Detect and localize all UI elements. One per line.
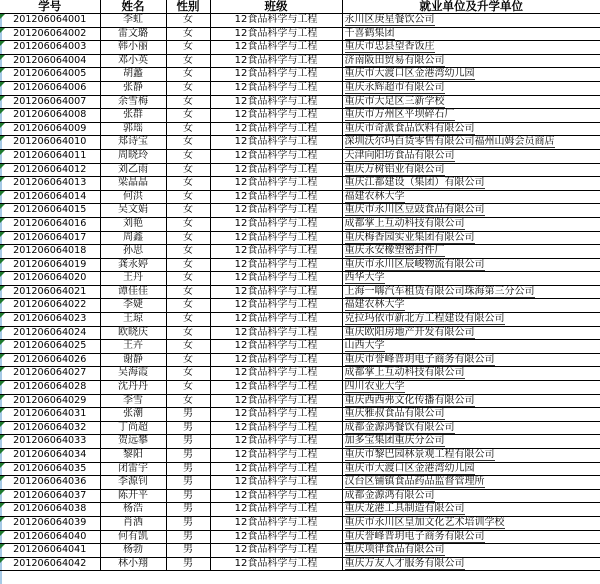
error-indicator-icon	[0, 232, 5, 237]
cell-gender[interactable]: 男	[166, 516, 210, 530]
table-row	[0, 272, 600, 286]
cell-name[interactable]: 沈丹丹	[100, 381, 166, 395]
cell-employer[interactable]: 重庆市大渡口区金港湾幼儿园	[342, 68, 600, 82]
cell-student-id[interactable]: 201206064028	[0, 381, 100, 395]
cell-student-id[interactable]: 201206064036	[0, 476, 100, 490]
cell-gender[interactable]: 女	[166, 231, 210, 245]
table-row	[0, 299, 600, 313]
cell-name[interactable]: 何洪	[100, 190, 166, 204]
cell-gender[interactable]: 女	[166, 299, 210, 313]
cell-class[interactable]: 12食品科学与工程	[210, 340, 342, 354]
cell-class[interactable]: 12食品科学与工程	[210, 41, 342, 55]
cell-gender[interactable]: 女	[166, 109, 210, 123]
cell-student-id[interactable]: 201206064026	[0, 353, 100, 367]
table-row	[0, 190, 600, 204]
cell-class[interactable]: 12食品科学与工程	[210, 530, 342, 544]
cell-student-id[interactable]: 201206064004	[0, 54, 100, 68]
cell-name[interactable]: 刘艳	[100, 217, 166, 231]
cell-name[interactable]: 余雪梅	[100, 95, 166, 109]
cell-class[interactable]: 12食品科学与工程	[210, 81, 342, 95]
cell-employer[interactable]: 重庆江都建设（集团）有限公司	[342, 177, 600, 191]
table-row	[0, 204, 600, 218]
table-row	[0, 285, 600, 299]
cell-name[interactable]: 吴海霞	[100, 367, 166, 381]
cell-name[interactable]: 郑诗宝	[100, 136, 166, 150]
cell-gender[interactable]: 女	[166, 313, 210, 327]
cell-gender[interactable]: 女	[166, 217, 210, 231]
error-indicator-icon	[0, 422, 5, 427]
table-row	[0, 149, 600, 163]
cell-name[interactable]: 谢静	[100, 353, 166, 367]
cell-student-id[interactable]: 201206064025	[0, 340, 100, 354]
cell-class[interactable]: 12食品科学与工程	[210, 394, 342, 408]
cell-employer[interactable]: 重庆市永川区皇加文化艺术培训学校	[342, 516, 600, 530]
cell-gender[interactable]: 女	[166, 326, 210, 340]
header-row	[0, 0, 600, 14]
cell-gender[interactable]: 女	[166, 81, 210, 95]
cell-class[interactable]: 12食品科学与工程	[210, 14, 342, 28]
table-row	[0, 231, 600, 245]
cell-student-id[interactable]: 201206064007	[0, 95, 100, 109]
cell-class[interactable]: 12食品科学与工程	[210, 313, 342, 327]
error-indicator-icon	[0, 340, 5, 345]
cell-name[interactable]: 王琼	[100, 313, 166, 327]
cell-student-id[interactable]: 201206064011	[0, 149, 100, 163]
cell-class[interactable]: 12食品科学与工程	[210, 381, 342, 395]
cell-student-id[interactable]: 201206064017	[0, 231, 100, 245]
cell-employer[interactable]: 重庆市大足区三新学校	[342, 95, 600, 109]
cell-gender[interactable]: 女	[166, 204, 210, 218]
cell-gender[interactable]: 女	[166, 163, 210, 177]
cell-class[interactable]: 12食品科学与工程	[210, 462, 342, 476]
error-indicator-icon	[0, 177, 5, 182]
cell-student-id[interactable]: 201206064031	[0, 408, 100, 422]
cell-employer[interactable]: 上海一嗨汽车租赁有限公司珠海第三分公司	[342, 285, 600, 299]
cell-name[interactable]: 黎阳	[100, 449, 166, 463]
cell-student-id[interactable]: 201206064037	[0, 489, 100, 503]
error-indicator-icon	[0, 381, 5, 386]
table-row	[0, 258, 600, 272]
cell-student-id[interactable]: 201206064018	[0, 245, 100, 259]
cell-student-id[interactable]: 201206064019	[0, 258, 100, 272]
cell-class[interactable]: 12食品科学与工程	[210, 190, 342, 204]
cell-student-id[interactable]: 201206064003	[0, 41, 100, 55]
cell-name[interactable]: 李婕	[100, 299, 166, 313]
cell-name[interactable]: 张潮	[100, 408, 166, 422]
cell-employer[interactable]: 千喜鹤集团	[342, 27, 600, 41]
table-row	[0, 557, 600, 571]
table-row	[0, 95, 600, 109]
error-indicator-icon	[0, 395, 5, 400]
cell-employer[interactable]: 重庆永安橡塑密封件厂	[342, 245, 600, 259]
cell-student-id[interactable]: 201206064015	[0, 204, 100, 218]
cell-employer[interactable]: 济南阪田贸易有限公司	[342, 54, 600, 68]
cell-student-id[interactable]: 201206064022	[0, 299, 100, 313]
cell-student-id[interactable]: 201206064029	[0, 394, 100, 408]
error-indicator-icon	[0, 28, 5, 33]
cell-employer[interactable]: 重庆万树铝业有限公司	[342, 163, 600, 177]
error-indicator-icon	[0, 490, 5, 495]
cell-student-id[interactable]: 201206064027	[0, 367, 100, 381]
cell-student-id[interactable]: 201206064006	[0, 81, 100, 95]
error-indicator-icon	[0, 558, 5, 563]
cell-student-id[interactable]: 201206064002	[0, 27, 100, 41]
cell-employer[interactable]: 重庆市奇派食品饮料有限公司	[342, 122, 600, 136]
cell-class[interactable]: 12食品科学与工程	[210, 54, 342, 68]
cell-class[interactable]: 12食品科学与工程	[210, 516, 342, 530]
cell-gender[interactable]: 男	[166, 435, 210, 449]
cell-student-id[interactable]: 201206064012	[0, 163, 100, 177]
cell-gender[interactable]: 男	[166, 462, 210, 476]
cell-gender[interactable]: 女	[166, 27, 210, 41]
cell-name[interactable]: 李雪	[100, 394, 166, 408]
cell-student-id[interactable]: 201206064008	[0, 109, 100, 123]
cell-employer[interactable]: 重庆市永川区辰峻物流有限公司	[342, 258, 600, 272]
cell-employer[interactable]: 重庆市万州区平坝碎石厂	[342, 109, 600, 123]
cell-employer[interactable]: 西华大学	[342, 272, 600, 286]
cell-name[interactable]: 胡蠡	[100, 68, 166, 82]
cell-class[interactable]: 12食品科学与工程	[210, 489, 342, 503]
error-indicator-icon	[0, 286, 5, 291]
cell-employer[interactable]: 重庆西西弗文化传播有限公司	[342, 394, 600, 408]
cell-class[interactable]: 12食品科学与工程	[210, 503, 342, 517]
cell-student-id[interactable]: 201206064016	[0, 217, 100, 231]
cell-employer[interactable]: 重庆梅香园实业集团有限公司	[342, 231, 600, 245]
error-indicator-icon	[0, 14, 5, 19]
cell-name[interactable]: 雷文璐	[100, 27, 166, 41]
cell-name[interactable]: 肖洒	[100, 516, 166, 530]
table-row	[0, 136, 600, 150]
error-indicator-icon	[0, 435, 5, 440]
table-row	[0, 109, 600, 123]
cell-name[interactable]: 李源钊	[100, 476, 166, 490]
cell-class[interactable]: 12食品科学与工程	[210, 27, 342, 41]
cell-class[interactable]: 12食品科学与工程	[210, 367, 342, 381]
cell-employer[interactable]: 成都金源鸿有限公司	[342, 489, 600, 503]
error-indicator-icon	[0, 164, 5, 169]
error-indicator-icon	[0, 41, 5, 46]
table-row	[0, 245, 600, 259]
cell-gender[interactable]: 女	[166, 285, 210, 299]
cell-class[interactable]: 12食品科学与工程	[210, 449, 342, 463]
cell-gender[interactable]: 女	[166, 340, 210, 354]
cell-student-id[interactable]: 201206064020	[0, 272, 100, 286]
cell-name[interactable]: 吴文娟	[100, 204, 166, 218]
table-row	[0, 503, 600, 517]
table-row	[0, 381, 600, 395]
cell-name[interactable]: 杨勃	[100, 544, 166, 558]
cell-student-id[interactable]: 201206064032	[0, 421, 100, 435]
cell-name[interactable]: 何有凯	[100, 530, 166, 544]
cell-employer[interactable]: 成都金源鸿餐饮有限公司	[342, 421, 600, 435]
table-body	[0, 14, 600, 571]
cell-class[interactable]: 12食品科学与工程	[210, 435, 342, 449]
cell-class[interactable]: 12食品科学与工程	[210, 95, 342, 109]
table-row	[0, 544, 600, 558]
cell-name[interactable]: 林小翔	[100, 557, 166, 571]
error-indicator-icon	[0, 367, 5, 372]
table-row	[0, 54, 600, 68]
error-indicator-icon	[0, 191, 5, 196]
table-row	[0, 27, 600, 41]
cell-student-id[interactable]: 201206064023	[0, 313, 100, 327]
error-indicator-icon	[0, 517, 5, 522]
cell-class[interactable]: 12食品科学与工程	[210, 476, 342, 490]
cell-employer[interactable]: 重庆项律食品有限公司	[342, 544, 600, 558]
cell-student-id[interactable]: 201206064021	[0, 285, 100, 299]
error-indicator-icon	[0, 272, 5, 277]
header-student-id[interactable]: 学号	[0, 0, 100, 14]
cell-gender[interactable]: 男	[166, 544, 210, 558]
cell-name[interactable]: 李虹	[100, 14, 166, 28]
cell-employer[interactable]: 重庆市大渡口区金港湾幼儿园	[342, 462, 600, 476]
cell-class[interactable]: 12食品科学与工程	[210, 68, 342, 82]
cell-employer[interactable]: 重庆誉峰晋玥电子商务有限公司	[342, 530, 600, 544]
header-gender[interactable]: 性别	[166, 0, 210, 14]
cell-class[interactable]: 12食品科学与工程	[210, 217, 342, 231]
cell-gender[interactable]: 女	[166, 367, 210, 381]
cell-employer[interactable]: 重庆永辉超市有限公司	[342, 81, 600, 95]
cell-employer[interactable]: 天津向阳坊食品有限公司	[342, 149, 600, 163]
cell-class[interactable]: 12食品科学与工程	[210, 408, 342, 422]
cell-employer[interactable]: 克拉玛依市新北方工程建设有限公司	[342, 313, 600, 327]
error-indicator-icon	[0, 123, 5, 128]
cell-gender[interactable]: 女	[166, 353, 210, 367]
cell-gender[interactable]: 女	[166, 381, 210, 395]
cell-employer[interactable]: 重庆雅叔食品有限公司	[342, 408, 600, 422]
table-row	[0, 122, 600, 136]
cell-employer[interactable]: 成都掌上互动科技有限公司	[342, 367, 600, 381]
table-row	[0, 421, 600, 435]
cell-name[interactable]: 梁晶晶	[100, 177, 166, 191]
error-indicator-icon	[0, 544, 5, 549]
cell-class[interactable]: 12食品科学与工程	[210, 231, 342, 245]
cell-name[interactable]: 闭雷宇	[100, 462, 166, 476]
cell-class[interactable]: 12食品科学与工程	[210, 149, 342, 163]
cell-employer[interactable]: 重庆欧阳房地产开发有限公司	[342, 326, 600, 340]
cell-class[interactable]: 12食品科学与工程	[210, 557, 342, 571]
cell-name[interactable]: 欧晓庆	[100, 326, 166, 340]
cell-name[interactable]: 邓小英	[100, 54, 166, 68]
cell-employer[interactable]: 山西大学	[342, 340, 600, 354]
cell-name[interactable]: 张群	[100, 109, 166, 123]
cell-gender[interactable]: 女	[166, 272, 210, 286]
cell-class[interactable]: 12食品科学与工程	[210, 285, 342, 299]
table-row	[0, 530, 600, 544]
cell-gender[interactable]: 男	[166, 476, 210, 490]
cell-gender[interactable]: 男	[166, 557, 210, 571]
table-row	[0, 516, 600, 530]
error-indicator-icon	[0, 218, 5, 223]
cell-name[interactable]: 刘乙雨	[100, 163, 166, 177]
error-indicator-icon	[0, 259, 5, 264]
table-row	[0, 217, 600, 231]
table-row	[0, 353, 600, 367]
cell-name[interactable]: 张静	[100, 81, 166, 95]
table-row	[0, 68, 600, 82]
table-row	[0, 476, 600, 490]
cell-employer[interactable]: 福建农林大学	[342, 190, 600, 204]
cell-gender[interactable]: 男	[166, 408, 210, 422]
table-row	[0, 14, 600, 28]
cell-gender[interactable]: 女	[166, 258, 210, 272]
table-row	[0, 326, 600, 340]
error-indicator-icon	[0, 503, 5, 508]
cell-name[interactable]: 王卉	[100, 340, 166, 354]
cell-student-id[interactable]: 201206064041	[0, 544, 100, 558]
cell-student-id[interactable]: 201206064010	[0, 136, 100, 150]
cell-employer[interactable]: 福建农林大学	[342, 299, 600, 313]
cell-class[interactable]: 12食品科学与工程	[210, 245, 342, 259]
cell-name[interactable]: 龚永婷	[100, 258, 166, 272]
error-indicator-icon	[0, 531, 5, 536]
error-indicator-icon	[0, 68, 5, 73]
cell-class[interactable]: 12食品科学与工程	[210, 421, 342, 435]
cell-employer[interactable]: 重庆市黎巴园林景观工程有限公司	[342, 449, 600, 463]
cell-name[interactable]: 周鑫	[100, 231, 166, 245]
error-indicator-icon	[0, 476, 5, 481]
error-indicator-icon	[0, 449, 5, 454]
cell-name[interactable]: 杨浩	[100, 503, 166, 517]
cell-name[interactable]: 周晓玲	[100, 149, 166, 163]
header-name[interactable]: 姓名	[100, 0, 166, 14]
cell-class[interactable]: 12食品科学与工程	[210, 353, 342, 367]
cell-student-id[interactable]: 201206064035	[0, 462, 100, 476]
cell-student-id[interactable]: 201206064034	[0, 449, 100, 463]
cell-name[interactable]: 郭瑶	[100, 122, 166, 136]
header-employer[interactable]: 就业单位及升学单位	[342, 0, 600, 14]
cell-student-id[interactable]: 201206064039	[0, 516, 100, 530]
table-row	[0, 313, 600, 327]
cell-employer[interactable]: 重庆万友人才服务有限公司	[342, 557, 600, 571]
cell-class[interactable]: 12食品科学与工程	[210, 177, 342, 191]
cell-name[interactable]: 谭佳佳	[100, 285, 166, 299]
error-indicator-icon	[0, 204, 5, 209]
cell-student-id[interactable]: 201206064005	[0, 68, 100, 82]
error-indicator-icon	[0, 109, 5, 114]
cell-class[interactable]: 12食品科学与工程	[210, 272, 342, 286]
error-indicator-icon	[0, 313, 5, 318]
cell-name[interactable]: 陈开平	[100, 489, 166, 503]
cell-gender[interactable]: 女	[166, 149, 210, 163]
table-row	[0, 367, 600, 381]
cell-gender[interactable]: 女	[166, 394, 210, 408]
cell-employer[interactable]: 成都掌上互动科技有限公司	[342, 217, 600, 231]
cell-student-id[interactable]: 201206064014	[0, 190, 100, 204]
error-indicator-icon	[0, 245, 5, 250]
cell-employer[interactable]: 重庆市忠县望香饭庄	[342, 41, 600, 55]
cell-class[interactable]: 12食品科学与工程	[210, 204, 342, 218]
cell-gender[interactable]: 男	[166, 530, 210, 544]
header-class[interactable]: 班级	[210, 0, 342, 14]
cell-class[interactable]: 12食品科学与工程	[210, 163, 342, 177]
table-row	[0, 449, 600, 463]
table-row	[0, 394, 600, 408]
cell-class[interactable]: 12食品科学与工程	[210, 299, 342, 313]
cell-gender[interactable]: 男	[166, 489, 210, 503]
cell-student-id[interactable]: 201206064038	[0, 503, 100, 517]
error-indicator-icon	[0, 136, 5, 141]
cell-gender[interactable]: 女	[166, 41, 210, 55]
cell-employer[interactable]: 四川农业大学	[342, 381, 600, 395]
table-row	[0, 41, 600, 55]
cell-employer[interactable]: 永川区庚星餐饮公司	[342, 14, 600, 28]
error-indicator-icon	[0, 96, 5, 101]
error-indicator-icon	[0, 327, 5, 332]
cell-student-id[interactable]: 201206064024	[0, 326, 100, 340]
error-indicator-icon	[0, 299, 5, 304]
cell-class[interactable]: 12食品科学与工程	[210, 544, 342, 558]
cell-gender[interactable]: 女	[166, 54, 210, 68]
cell-gender[interactable]: 女	[166, 177, 210, 191]
cell-gender[interactable]: 女	[166, 68, 210, 82]
table-row	[0, 462, 600, 476]
cell-name[interactable]: 王丹	[100, 272, 166, 286]
cell-class[interactable]: 12食品科学与工程	[210, 122, 342, 136]
error-indicator-icon	[0, 408, 5, 413]
cell-name[interactable]: 孙思	[100, 245, 166, 259]
table-row	[0, 81, 600, 95]
cell-name[interactable]: 韩小丽	[100, 41, 166, 55]
error-indicator-icon	[0, 150, 5, 155]
cell-class[interactable]: 12食品科学与工程	[210, 258, 342, 272]
table-row	[0, 163, 600, 177]
cell-student-id[interactable]: 201206064001	[0, 14, 100, 28]
cell-employer[interactable]: 重庆龙港工具制造有限公司	[342, 503, 600, 517]
error-indicator-icon	[0, 463, 5, 468]
cell-gender[interactable]: 女	[166, 14, 210, 28]
cell-name[interactable]: 丁尚超	[100, 421, 166, 435]
cell-student-id[interactable]: 201206064033	[0, 435, 100, 449]
cell-student-id[interactable]: 201206064040	[0, 530, 100, 544]
cell-student-id[interactable]: 201206064013	[0, 177, 100, 191]
table-row	[0, 340, 600, 354]
cell-class[interactable]: 12食品科学与工程	[210, 326, 342, 340]
cell-class[interactable]: 12食品科学与工程	[210, 136, 342, 150]
cell-employer[interactable]: 深圳沃尔玛百货零售有限公司福州山姆会员商店	[342, 136, 600, 150]
table-row	[0, 435, 600, 449]
cell-name[interactable]: 贺远攀	[100, 435, 166, 449]
table-row	[0, 177, 600, 191]
cell-gender[interactable]: 女	[166, 136, 210, 150]
cell-student-id[interactable]: 201206064042	[0, 557, 100, 571]
cell-employer[interactable]: 重庆市永川区豆豉食品有限公司	[342, 204, 600, 218]
cell-gender[interactable]: 男	[166, 449, 210, 463]
cell-student-id[interactable]: 201206064009	[0, 122, 100, 136]
table-row	[0, 408, 600, 422]
error-indicator-icon	[0, 55, 5, 60]
cell-gender[interactable]: 男	[166, 421, 210, 435]
error-indicator-icon	[0, 354, 5, 359]
error-indicator-icon	[0, 82, 5, 87]
cell-gender[interactable]: 男	[166, 503, 210, 517]
table-row	[0, 489, 600, 503]
cell-class[interactable]: 12食品科学与工程	[210, 109, 342, 123]
cell-gender[interactable]: 女	[166, 122, 210, 136]
cell-gender[interactable]: 女	[166, 190, 210, 204]
cell-gender[interactable]: 女	[166, 245, 210, 259]
cell-employer[interactable]: 加多宝集团重庆分公司	[342, 435, 600, 449]
cell-employer[interactable]: 汉台区铺镇食品药品监督管理所	[342, 476, 600, 490]
cell-gender[interactable]: 女	[166, 95, 210, 109]
cell-employer[interactable]: 重庆市誉峰晋玥电子商务有限公司	[342, 353, 600, 367]
